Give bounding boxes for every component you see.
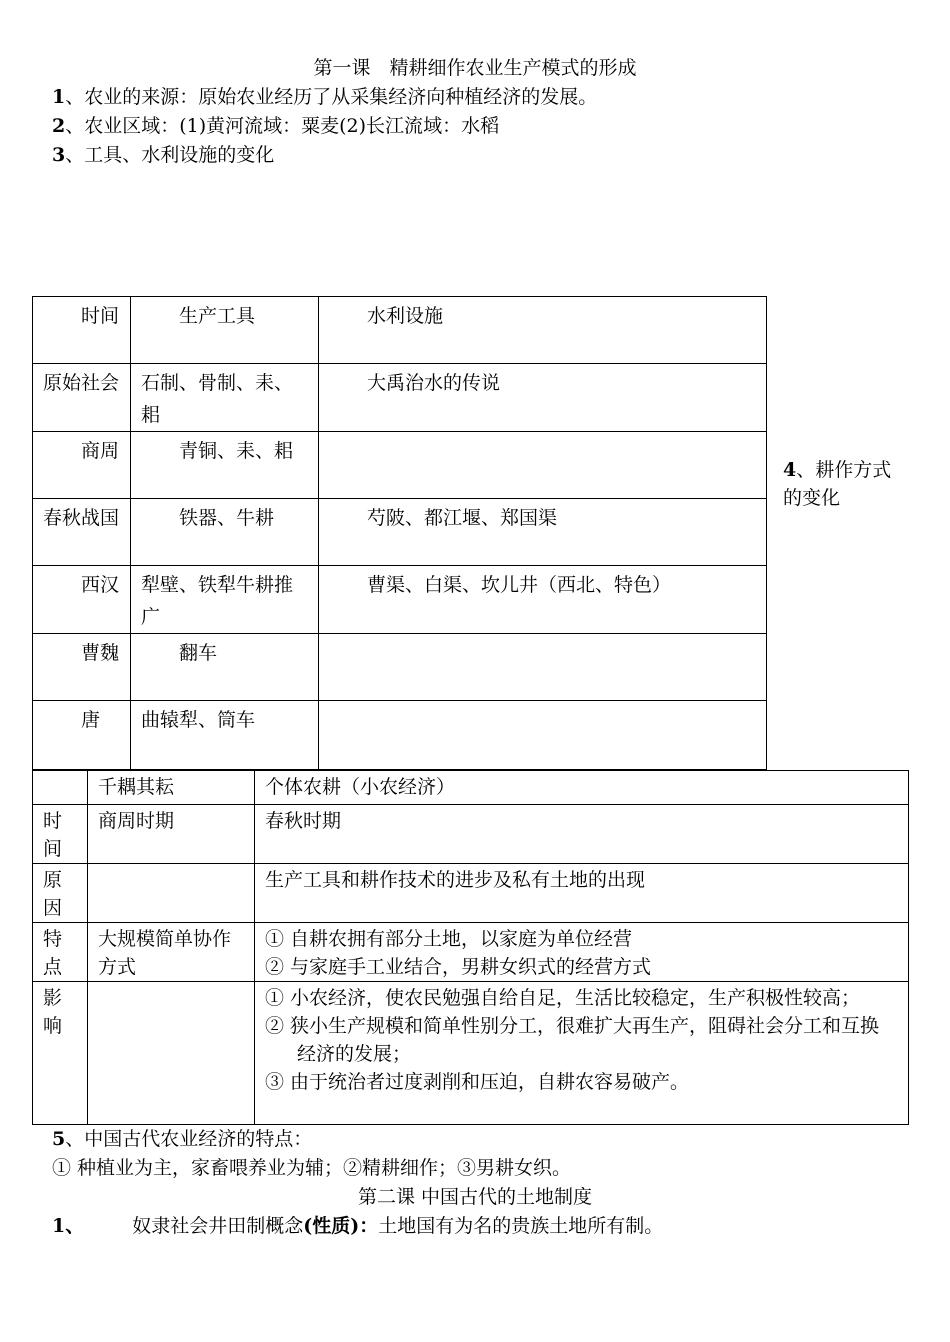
point-5-body: ① 种植业为主，家畜喂养业为辅；②精耕细作；③男耕女织。 — [52, 1157, 572, 1179]
water-cell — [319, 701, 767, 770]
table-row — [33, 364, 767, 432]
farming-mode-table — [32, 770, 909, 1125]
list-item: ① 小农经济，使农民勉强自给自足，生活比较稳定，生产积极性较高； — [265, 987, 861, 1009]
individual-line: ② 与家庭手工业结合，男耕女织式的经营方式 — [265, 956, 652, 978]
table-row — [33, 432, 767, 499]
table-row — [33, 982, 909, 1125]
table-header-row — [33, 771, 909, 805]
water-cell — [319, 432, 767, 499]
individual-cell — [255, 982, 909, 1125]
lesson2-point-1-sep: 、 — [65, 1215, 85, 1237]
individual-cell — [255, 923, 909, 982]
tools-cell: 犁壁、铁犁牛耕推广 — [131, 566, 319, 634]
row-label: 特点 — [33, 923, 88, 982]
point-3 — [52, 141, 274, 169]
table-row — [33, 634, 767, 701]
header-collective: 千耦其耘 — [88, 771, 255, 805]
tools-cell: 青铜、耒、耜 — [131, 432, 319, 499]
collective-cell — [88, 864, 255, 923]
point-3-text: 、工具、水利设施的变化 — [65, 144, 275, 166]
lesson2-point-1-bold: (性质)： — [303, 1215, 379, 1237]
row-label: 影响 — [33, 982, 88, 1125]
individual-line: 春秋时期 — [265, 810, 342, 832]
period-cell: 曹魏 — [33, 634, 131, 701]
header-individual: 个体农耕（小农经济） — [255, 771, 909, 805]
tools-cell: 铁器、牛耕 — [131, 499, 319, 566]
row-label: 时间 — [33, 805, 88, 864]
period-cell: 商周 — [33, 432, 131, 499]
period-cell: 西汉 — [33, 566, 131, 634]
header-time: 时间 — [33, 297, 131, 364]
table-header-row — [33, 297, 767, 364]
point-1-text: 、农业的来源：原始农业经历了从采集经济向种植经济的发展。 — [65, 86, 598, 108]
collective-cell: 大规模简单协作方式 — [88, 923, 255, 982]
header-water: 水利设施 — [319, 297, 767, 364]
table-row — [33, 499, 767, 566]
point-2 — [52, 112, 499, 140]
point-4-text: 、耕作方式的变化 — [783, 459, 892, 509]
period-cell: 唐 — [33, 701, 131, 770]
point-5 — [52, 1125, 312, 1153]
table-row — [33, 805, 909, 864]
header-tools: 生产工具 — [131, 297, 319, 364]
individual-line: ① 自耕农拥有部分土地，以家庭为单位经营 — [265, 928, 633, 950]
lesson2-point-1 — [52, 1212, 663, 1240]
water-cell: 大禹治水的传说 — [319, 364, 767, 432]
tools-cell: 石制、骨制、耒、耜 — [131, 364, 319, 432]
individual-cell — [255, 805, 909, 864]
point-2-number: 2 — [52, 115, 66, 137]
table-row — [33, 923, 909, 982]
list-item: ③ 由于统治者过度剥削和压迫，自耕农容易破产。 — [265, 1071, 690, 1093]
header-blank — [33, 771, 88, 805]
list-item: ② 狭小生产规模和简单性别分工，很难扩大再生产，阻碍社会分工和互换经济的发展； — [265, 1015, 880, 1065]
impact-list — [265, 984, 898, 1096]
point-4-number: 4 — [783, 459, 797, 481]
point-3-number: 3 — [52, 144, 66, 166]
table-row — [33, 566, 767, 634]
table-row — [33, 864, 909, 923]
tools-cell: 翻车 — [131, 634, 319, 701]
point-1 — [52, 83, 597, 111]
point-5-heading: 、中国古代农业经济的特点： — [65, 1128, 313, 1150]
collective-cell: 商周时期 — [88, 805, 255, 864]
water-cell — [319, 634, 767, 701]
lesson2-point-1-number: 1 — [52, 1215, 66, 1237]
individual-line: 生产工具和耕作技术的进步及私有土地的出现 — [265, 869, 646, 891]
water-cell: 芍陂、都江堰、郑国渠 — [319, 499, 767, 566]
lesson1-title: 第一课 精耕细作农业生产模式的形成 — [313, 57, 637, 79]
point-1-number: 1 — [52, 86, 66, 108]
row-label: 原因 — [33, 864, 88, 923]
lesson2-title: 第二课 中国古代的土地制度 — [357, 1186, 593, 1208]
table-row — [33, 701, 767, 770]
tools-cell: 曲辕犁、筒车 — [131, 701, 319, 770]
point-5-number: 5 — [52, 1128, 66, 1150]
individual-cell — [255, 864, 909, 923]
period-cell: 春秋战国 — [33, 499, 131, 566]
tools-water-table — [32, 296, 767, 770]
water-cell: 曹渠、白渠、坎儿井（西北、特色） — [319, 566, 767, 634]
lesson2-point-1-text: 奴隶社会井田制概念 — [132, 1215, 304, 1237]
point-2-text: 、农业区域：(1)黄河流域：粟麦(2)长江流域：水稻 — [65, 115, 500, 137]
period-cell: 原始社会 — [33, 364, 131, 432]
collective-cell — [88, 982, 255, 1125]
point-4 — [783, 456, 893, 512]
lesson2-point-1-rest: 土地国有为名的贵族土地所有制。 — [378, 1215, 664, 1237]
